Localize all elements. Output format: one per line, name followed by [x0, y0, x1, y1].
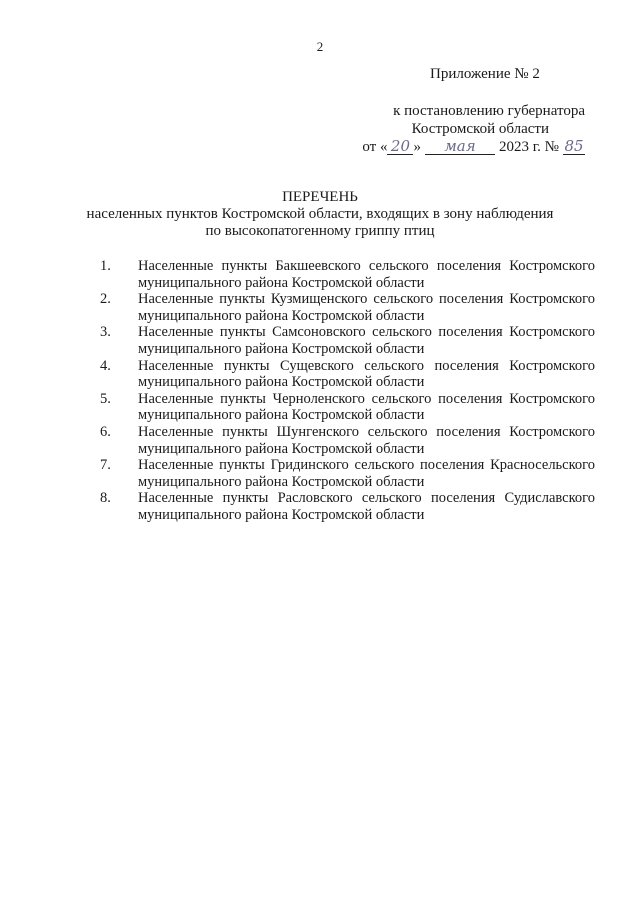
list-item [100, 358, 595, 391]
item-text: Населенные пункты Черноленского сельского поселения Костромского муниципального района Костромской области [138, 390, 595, 424]
handwritten-day: 20 [387, 138, 413, 155]
item-number: 1. [100, 258, 111, 274]
list-item [100, 490, 595, 523]
list-item [100, 424, 595, 457]
list-item [100, 391, 595, 424]
item-number: 8. [100, 490, 111, 507]
decree-line-1: к постановлению губернатора [393, 103, 585, 119]
item-number: 2. [100, 291, 111, 308]
item-number: 7. [100, 457, 111, 474]
date-mid: » [413, 139, 421, 155]
decree-line-2: Костромской области [411, 121, 549, 137]
item-text: Населенные пункты Сущевского сельского поселения Костромского муниципального района Костромской области [138, 357, 595, 391]
title-line-1: населенных пунктов Костромской области, входящих в зону наблюдения [86, 206, 554, 222]
date-prefix: от « [362, 139, 388, 155]
handwritten-number: 85 [564, 137, 584, 155]
decree-date-line [285, 138, 585, 156]
item-text: Населенные пункты Шунгенского сельского поселения Костромского муниципального района Костромской области [138, 423, 595, 457]
year-text: 2023 г. № [498, 139, 559, 155]
decree-reference [285, 102, 585, 156]
page-number: 2 [316, 39, 324, 54]
list-item [100, 258, 595, 291]
settlements-list [100, 258, 595, 524]
item-number: 3. [100, 324, 111, 341]
title-heading: ПЕРЕЧЕНЬ [282, 189, 358, 205]
list-item [100, 457, 595, 490]
item-text: Населенные пункты Бакшеевского сельского поселения Костромского муниципального района Костромской области [138, 258, 595, 291]
item-text: Населенные пункты Расловского сельского поселения Судиславского муниципального района Костромской области [138, 490, 595, 523]
handwritten-month: мая [425, 138, 495, 155]
item-number: 5. [100, 390, 111, 407]
title-line-2: по высокопатогенному гриппу птиц [205, 223, 435, 239]
item-text: Населенные пункты Самсоновского сельского поселения Костромского муниципального района Костромской области [138, 324, 595, 357]
item-text: Населенные пункты Кузмищенского сельского поселения Костромского муниципального района Костромской области [138, 291, 595, 324]
list-item [100, 291, 595, 324]
document-title [0, 189, 640, 240]
item-number: 4. [100, 357, 111, 374]
item-number: 6. [100, 423, 111, 440]
appendix-label: Приложение № 2 [430, 66, 540, 82]
item-text: Населенные пункты Гридинского сельского поселения Красносельского муниципального района Костромской области [138, 457, 595, 490]
list-item [100, 324, 595, 357]
